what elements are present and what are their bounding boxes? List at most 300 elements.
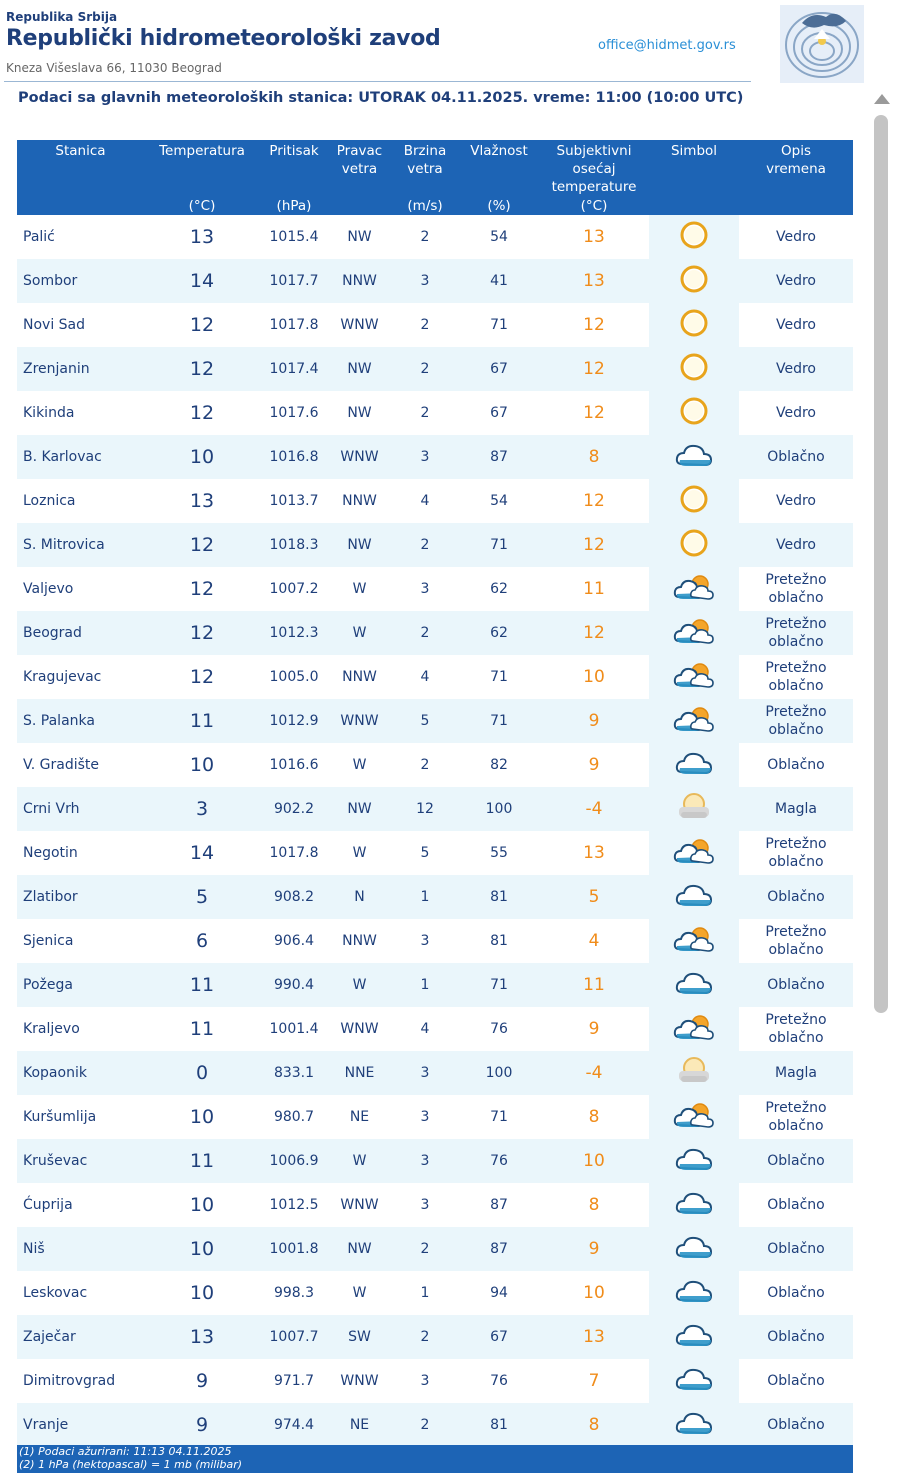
temperature-value: 10 xyxy=(189,1194,215,1216)
wind-speed-value: 3 xyxy=(391,259,459,303)
humidity-value: 71 xyxy=(490,669,508,685)
pressure-value: 1007.2 xyxy=(269,581,319,597)
wind-speed-value: 12 xyxy=(391,787,459,831)
station-name: Valjevo xyxy=(23,581,74,597)
temperature-value: 9 xyxy=(144,1403,260,1447)
pressure-value: 1001.4 xyxy=(269,1021,319,1037)
station-name: Vranje xyxy=(17,1403,144,1447)
humidity-value: 76 xyxy=(490,1021,508,1037)
humidity-value: 55 xyxy=(490,845,508,861)
station-name: Požega xyxy=(17,963,144,1007)
col-description: Opis vremena xyxy=(739,140,853,215)
pressure-value: 1016.6 xyxy=(269,757,319,773)
wind-speed-value: 4 xyxy=(420,493,430,509)
weather-symbol-cell xyxy=(649,699,739,743)
feels-like-value: 11 xyxy=(539,963,649,1007)
wind-direction-value: NNW xyxy=(342,933,377,949)
pressure-value: 1017.4 xyxy=(260,347,328,391)
weather-symbol-cell xyxy=(649,1359,739,1403)
temperature-value: 10 xyxy=(189,1282,215,1304)
weather-description: Pretežno oblačno xyxy=(765,660,827,694)
weather-symbol-cell xyxy=(649,831,739,875)
wind-speed-value: 3 xyxy=(420,933,430,949)
table-row xyxy=(17,215,853,259)
weather-symbol-cell xyxy=(649,1227,739,1271)
temperature-value: 9 xyxy=(195,1370,209,1392)
humidity-value: 87 xyxy=(490,1197,508,1213)
partly-cloudy-icon xyxy=(673,572,715,606)
temperature-value: 3 xyxy=(144,787,260,831)
weather-symbol-cell xyxy=(649,1183,739,1227)
wind-direction-value: W xyxy=(352,845,367,861)
col-station: Stanica xyxy=(17,140,144,215)
table-row xyxy=(17,1007,853,1051)
humidity-value: 76 xyxy=(459,1139,539,1183)
pressure-value: 1015.4 xyxy=(269,229,319,245)
weather-symbol-cell xyxy=(649,963,739,1007)
station-name: Kragujevac xyxy=(23,669,102,685)
weather-symbol-cell xyxy=(649,1315,739,1359)
wind-speed-value: 2 xyxy=(391,1403,459,1447)
wind-direction-value: NW xyxy=(328,787,391,831)
feels-like-value: 12 xyxy=(583,315,605,335)
weather-description: Magla xyxy=(739,1051,853,1095)
wind-direction-value: WNW xyxy=(340,1021,379,1037)
sun-icon xyxy=(677,395,711,431)
humidity-value: 41 xyxy=(459,259,539,303)
institute-name[interactable]: Republički hidrometeorološki zavod xyxy=(6,26,441,51)
table-row xyxy=(17,699,853,743)
table-row xyxy=(17,1051,853,1095)
pressure-value: 1012.5 xyxy=(269,1197,319,1213)
cloud-icon xyxy=(674,968,714,1002)
table-row xyxy=(17,787,853,831)
weather-description: Oblačno xyxy=(739,875,853,919)
wind-direction-value: SW xyxy=(328,1315,391,1359)
wind-direction-value: W xyxy=(352,581,367,597)
station-name: Palić xyxy=(23,229,55,245)
country-name: Republika Srbija xyxy=(6,10,118,24)
weather-description: Oblačno xyxy=(739,1403,853,1447)
weather-description: Pretežno oblačno xyxy=(739,611,853,655)
feels-like-value: 4 xyxy=(588,931,600,951)
sun-icon xyxy=(677,483,711,519)
weather-symbol-cell xyxy=(649,875,739,919)
weather-description: Pretežno oblačno xyxy=(765,924,827,958)
humidity-value: 87 xyxy=(459,1227,539,1271)
pressure-value: 1017.8 xyxy=(269,317,319,333)
feels-like-value: 10 xyxy=(539,1139,649,1183)
cloud-icon xyxy=(674,1144,714,1178)
weather-description: Oblačno xyxy=(767,1197,825,1213)
wind-direction-value: W xyxy=(352,1285,367,1301)
temperature-value: 12 xyxy=(144,611,260,655)
fog-icon xyxy=(676,791,712,827)
station-name: Beograd xyxy=(17,611,144,655)
wind-direction-value: WNW xyxy=(340,1373,379,1389)
page-title: Podaci sa glavnih meteoroloških stanica: UTORAK 04.11.2025. vreme: 11:00 (10:00 UTC) xyxy=(18,90,744,106)
pressure-value: 1012.9 xyxy=(260,699,328,743)
weather-symbol-cell xyxy=(649,611,739,655)
email-link[interactable]: office@hidmet.gov.rs xyxy=(598,38,736,53)
col-symbol: Simbol xyxy=(649,140,739,215)
humidity-value: 71 xyxy=(490,1109,508,1125)
station-name: Sjenica xyxy=(23,933,74,949)
temperature-value: 10 xyxy=(189,1106,215,1128)
wind-direction-value: NW xyxy=(328,347,391,391)
weather-symbol-cell xyxy=(649,391,739,435)
col-humidity: Vlažnost (%) xyxy=(459,140,539,215)
temperature-value: 13 xyxy=(189,226,215,248)
temperature-value: 11 xyxy=(144,963,260,1007)
weather-description: Oblačno xyxy=(767,1373,825,1389)
weather-description: Pretežno oblačno xyxy=(765,836,827,870)
weather-symbol-cell xyxy=(649,787,739,831)
weather-description: Vedro xyxy=(739,523,853,567)
wind-direction-value: NNW xyxy=(342,669,377,685)
temperature-value: 0 xyxy=(144,1051,260,1095)
feels-like-value: 9 xyxy=(588,1019,600,1039)
cloud-icon xyxy=(674,1364,714,1398)
station-name: Kuršumlija xyxy=(23,1109,97,1125)
wind-speed-value: 2 xyxy=(391,523,459,567)
feels-like-value: -4 xyxy=(539,1051,649,1095)
pressure-value: 1017.7 xyxy=(260,259,328,303)
weather-symbol-cell xyxy=(649,1271,739,1315)
humidity-value: 71 xyxy=(459,523,539,567)
wind-speed-value: 2 xyxy=(420,405,430,421)
table-row xyxy=(17,347,853,391)
temperature-value: 12 xyxy=(144,347,260,391)
wind-direction-value: W xyxy=(328,963,391,1007)
weather-symbol-cell xyxy=(649,567,739,611)
partly-cloudy-icon xyxy=(673,924,715,958)
scrollbar-thumb[interactable] xyxy=(874,115,888,1013)
table-row xyxy=(17,435,853,479)
pressure-value: 908.2 xyxy=(260,875,328,919)
scroll-up-icon[interactable] xyxy=(874,94,890,104)
station-name: S. Palanka xyxy=(17,699,144,743)
station-name: S. Mitrovica xyxy=(17,523,144,567)
table-row xyxy=(17,567,853,611)
col-temperature: Temperatura (°C) xyxy=(144,140,260,215)
weather-symbol-cell xyxy=(649,259,739,303)
sun-icon xyxy=(677,263,711,299)
table-row xyxy=(17,875,853,919)
weather-symbol-cell xyxy=(649,1007,739,1051)
cloud-icon xyxy=(674,748,714,782)
pressure-value: 902.2 xyxy=(260,787,328,831)
humidity-value: 76 xyxy=(490,1373,508,1389)
sun-icon xyxy=(677,351,711,387)
pressure-value: 990.4 xyxy=(260,963,328,1007)
table-row xyxy=(17,1359,853,1403)
weather-description: Oblačno xyxy=(739,1315,853,1359)
rhmz-logo-icon[interactable] xyxy=(780,5,864,83)
pressure-value: 998.3 xyxy=(273,1285,315,1301)
feels-like-value: 12 xyxy=(539,611,649,655)
station-name: B. Karlovac xyxy=(17,435,144,479)
weather-description: Oblačno xyxy=(767,757,825,773)
table-row xyxy=(17,1403,853,1447)
wind-direction-value: NE xyxy=(328,1403,391,1447)
feels-like-value: 12 xyxy=(583,403,605,423)
wind-direction-value: WNW xyxy=(340,317,379,333)
pressure-value: 1012.3 xyxy=(260,611,328,655)
pressure-value: 1013.7 xyxy=(269,493,319,509)
wind-speed-value: 2 xyxy=(420,757,430,773)
weather-description: Oblačno xyxy=(739,1227,853,1271)
feels-like-value: 13 xyxy=(539,1315,649,1359)
feels-like-value: 13 xyxy=(583,843,605,863)
wind-speed-value: 5 xyxy=(391,699,459,743)
table-row xyxy=(17,919,853,963)
humidity-value: 87 xyxy=(459,435,539,479)
partly-cloudy-icon xyxy=(673,616,715,650)
wind-direction-value: NW xyxy=(347,229,372,245)
wind-direction-value: NNW xyxy=(342,493,377,509)
wind-speed-value: 2 xyxy=(420,229,430,245)
weather-description: Pretežno oblačno xyxy=(765,1012,827,1046)
table-row xyxy=(17,611,853,655)
temperature-value: 13 xyxy=(189,490,215,512)
weather-description: Pretežno oblačno xyxy=(739,699,853,743)
cloud-icon xyxy=(674,1320,714,1354)
pressure-value: 1016.8 xyxy=(260,435,328,479)
weather-symbol-cell xyxy=(649,743,739,787)
cloud-icon xyxy=(674,440,714,474)
table-footer xyxy=(17,1445,853,1473)
humidity-value: 54 xyxy=(490,493,508,509)
feels-like-value: 12 xyxy=(583,491,605,511)
station-name: Niš xyxy=(17,1227,144,1271)
pressure-value: 1007.7 xyxy=(260,1315,328,1359)
wind-speed-value: 1 xyxy=(420,1285,430,1301)
sun-icon xyxy=(677,219,711,255)
station-name: Zaječar xyxy=(17,1315,144,1359)
cloud-icon xyxy=(674,1188,714,1222)
col-wind-direction: Pravac vetra xyxy=(328,140,391,215)
station-name: Leskovac xyxy=(23,1285,88,1301)
wind-speed-value: 5 xyxy=(420,845,430,861)
temperature-value: 12 xyxy=(144,523,260,567)
table-row xyxy=(17,259,853,303)
partly-cloudy-icon xyxy=(673,704,715,738)
wind-speed-value: 1 xyxy=(391,875,459,919)
weather-description: Oblačno xyxy=(739,435,853,479)
station-name: Zlatibor xyxy=(17,875,144,919)
partly-cloudy-icon xyxy=(673,1012,715,1046)
institute-address: Kneza Višeslava 66, 11030 Beograd xyxy=(6,61,222,75)
temperature-value: 13 xyxy=(144,1315,260,1359)
temperature-value: 12 xyxy=(189,578,215,600)
station-name: Kruševac xyxy=(17,1139,144,1183)
sun-icon xyxy=(677,307,711,343)
feels-like-value: 13 xyxy=(583,227,605,247)
temperature-value: 12 xyxy=(189,666,215,688)
table-row xyxy=(17,963,853,1007)
humidity-value: 54 xyxy=(490,229,508,245)
partly-cloudy-icon xyxy=(673,836,715,870)
humidity-value: 71 xyxy=(490,317,508,333)
humidity-value: 67 xyxy=(459,347,539,391)
table-row xyxy=(17,1271,853,1315)
wind-speed-value: 4 xyxy=(420,669,430,685)
table-row xyxy=(17,655,853,699)
humidity-value: 82 xyxy=(490,757,508,773)
cloud-icon xyxy=(674,1232,714,1266)
weather-description: Pretežno oblačno xyxy=(765,1100,827,1134)
table-row xyxy=(17,1095,853,1139)
wind-speed-value: 2 xyxy=(391,1227,459,1271)
feels-like-value: 10 xyxy=(583,667,605,687)
table-row xyxy=(17,391,853,435)
wind-direction-value: NNW xyxy=(328,259,391,303)
feels-like-value: 12 xyxy=(539,523,649,567)
wind-speed-value: 2 xyxy=(391,1315,459,1359)
station-name: V. Gradište xyxy=(23,757,100,773)
feels-like-value: 12 xyxy=(539,347,649,391)
weather-description: Vedro xyxy=(739,259,853,303)
table-row xyxy=(17,1183,853,1227)
humidity-value: 71 xyxy=(459,963,539,1007)
humidity-value: 81 xyxy=(459,1403,539,1447)
humidity-value: 100 xyxy=(459,787,539,831)
weather-description: Pretežno oblačno xyxy=(765,572,827,606)
weather-description: Vedro xyxy=(775,493,816,509)
pressure-value: 1017.8 xyxy=(269,845,319,861)
footer-note-updated: (1) Podaci ažurirani: 11:13 04.11.2025 xyxy=(19,1445,232,1458)
weather-symbol-cell xyxy=(649,1139,739,1183)
wind-direction-value: NE xyxy=(349,1109,370,1125)
table-row xyxy=(17,1315,853,1359)
humidity-value: 100 xyxy=(459,1051,539,1095)
feels-like-value: -4 xyxy=(539,787,649,831)
humidity-value: 81 xyxy=(459,875,539,919)
weather-description: Oblačno xyxy=(739,1139,853,1183)
sun-icon xyxy=(677,527,711,563)
pressure-value: 971.7 xyxy=(273,1373,315,1389)
feels-like-value: 9 xyxy=(539,1227,649,1271)
weather-description: Oblačno xyxy=(767,1285,825,1301)
weather-table xyxy=(17,140,853,1447)
wind-direction-value: NW xyxy=(347,405,372,421)
wind-direction-value: W xyxy=(328,611,391,655)
pressure-value: 1005.0 xyxy=(269,669,319,685)
weather-symbol-cell xyxy=(649,919,739,963)
weather-description: Vedro xyxy=(775,405,816,421)
station-name: Dimitrovgrad xyxy=(23,1373,116,1389)
table-row xyxy=(17,479,853,523)
weather-symbol-cell xyxy=(649,523,739,567)
table-row xyxy=(17,523,853,567)
feels-like-value: 9 xyxy=(588,755,600,775)
wind-direction-value: NNE xyxy=(328,1051,391,1095)
humidity-value: 81 xyxy=(490,933,508,949)
weather-description: Vedro xyxy=(775,317,816,333)
temperature-value: 10 xyxy=(144,1227,260,1271)
station-name: Zrenjanin xyxy=(17,347,144,391)
feels-like-value: 8 xyxy=(588,1107,600,1127)
pressure-value: 1018.3 xyxy=(260,523,328,567)
weather-symbol-cell xyxy=(649,479,739,523)
wind-speed-value: 3 xyxy=(420,1373,430,1389)
wind-direction-value: W xyxy=(328,1139,391,1183)
humidity-value: 94 xyxy=(490,1285,508,1301)
weather-symbol-cell xyxy=(649,347,739,391)
table-header-row xyxy=(17,140,853,215)
page-header xyxy=(0,0,900,90)
fog-icon xyxy=(676,1055,712,1091)
partly-cloudy-icon xyxy=(673,660,715,694)
wind-speed-value: 4 xyxy=(420,1021,430,1037)
weather-description: Vedro xyxy=(775,229,816,245)
wind-speed-value: 3 xyxy=(420,1109,430,1125)
temperature-value: 10 xyxy=(189,754,215,776)
cloud-icon xyxy=(674,1276,714,1310)
wind-direction-value: W xyxy=(352,757,367,773)
table-row xyxy=(17,1139,853,1183)
wind-speed-value: 3 xyxy=(420,581,430,597)
pressure-value: 833.1 xyxy=(260,1051,328,1095)
weather-description: Oblačno xyxy=(739,963,853,1007)
wind-direction-value: N xyxy=(328,875,391,919)
wind-speed-value: 3 xyxy=(420,1197,430,1213)
wind-direction-value: NW xyxy=(328,1227,391,1271)
temperature-value: 11 xyxy=(189,1018,215,1040)
temperature-value: 11 xyxy=(144,1139,260,1183)
weather-symbol-cell xyxy=(649,1051,739,1095)
feels-like-value: 8 xyxy=(539,435,649,479)
station-name: Loznica xyxy=(23,493,76,509)
temperature-value: 11 xyxy=(144,699,260,743)
wind-direction-value: WNW xyxy=(328,435,391,479)
station-name: Kikinda xyxy=(23,405,75,421)
humidity-value: 71 xyxy=(459,699,539,743)
wind-speed-value: 3 xyxy=(391,435,459,479)
station-name: Kopaonik xyxy=(17,1051,144,1095)
weather-symbol-cell xyxy=(649,215,739,259)
weather-symbol-cell xyxy=(649,655,739,699)
temperature-value: 14 xyxy=(144,259,260,303)
feels-like-value: 9 xyxy=(539,699,649,743)
feels-like-value: 8 xyxy=(588,1195,600,1215)
wind-speed-value: 2 xyxy=(420,317,430,333)
weather-symbol-cell xyxy=(649,303,739,347)
wind-speed-value: 3 xyxy=(391,1051,459,1095)
wind-speed-value: 1 xyxy=(391,963,459,1007)
humidity-value: 62 xyxy=(459,611,539,655)
station-name: Negotin xyxy=(23,845,78,861)
feels-like-value: 13 xyxy=(539,259,649,303)
pressure-value: 906.4 xyxy=(273,933,315,949)
table-row xyxy=(17,831,853,875)
wind-speed-value: 2 xyxy=(391,611,459,655)
pressure-value: 1001.8 xyxy=(260,1227,328,1271)
feels-like-value: 7 xyxy=(588,1371,600,1391)
feels-like-value: 10 xyxy=(583,1283,605,1303)
table-row xyxy=(17,1227,853,1271)
temperature-value: 12 xyxy=(189,402,215,424)
feels-like-value: 5 xyxy=(539,875,649,919)
pressure-value: 1006.9 xyxy=(260,1139,328,1183)
humidity-value: 62 xyxy=(490,581,508,597)
station-name: Kraljevo xyxy=(23,1021,80,1037)
station-name: Ćuprija xyxy=(23,1197,73,1213)
station-name: Sombor xyxy=(17,259,144,303)
col-pressure: Pritisak (hPa) xyxy=(260,140,328,215)
weather-symbol-cell xyxy=(649,435,739,479)
